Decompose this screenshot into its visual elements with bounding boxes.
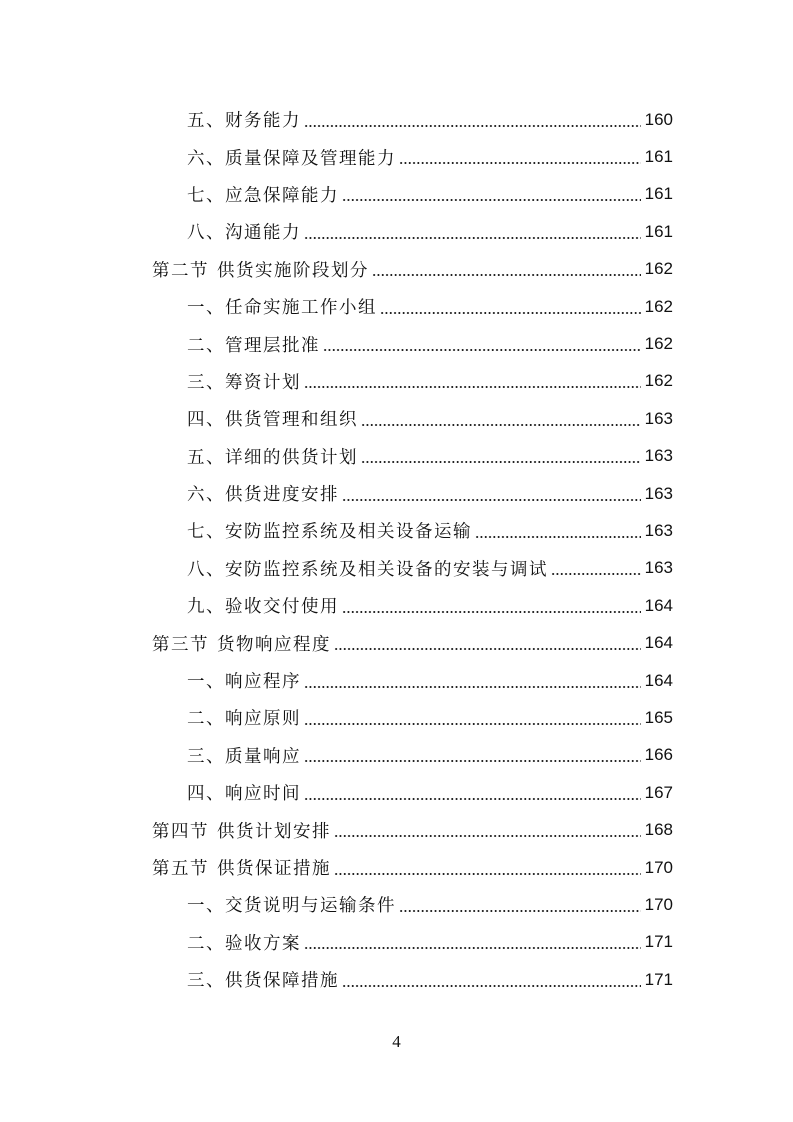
toc-subsection-entry[interactable] <box>0 924 793 961</box>
toc-entry-title: 供货保障措施 <box>225 971 339 992</box>
toc-entry-label <box>187 369 301 394</box>
toc-entry-prefix: 第五节 <box>152 859 209 879</box>
toc-entry-label <box>187 406 358 431</box>
toc-entry-title: 应急保障能力 <box>225 185 339 206</box>
toc-entry-title: 财务能力 <box>225 111 301 132</box>
page-number: 4 <box>392 1032 401 1051</box>
toc-dot-leader <box>342 979 641 993</box>
toc-entry-prefix: 一、 <box>187 672 225 693</box>
toc-entry-label <box>187 743 301 768</box>
toc-entry-label <box>187 107 301 132</box>
toc-entry-label <box>187 668 301 693</box>
toc-subsection-entry[interactable] <box>0 213 793 250</box>
toc-entry-prefix: 二、 <box>187 335 225 356</box>
toc-entry-title: 供货进度安排 <box>225 485 339 506</box>
toc-entry-prefix: 第四节 <box>152 821 209 842</box>
toc-entry-page: 163 <box>644 558 673 578</box>
toc-entry-page: 165 <box>644 707 673 727</box>
toc-dot-leader <box>304 231 641 245</box>
toc-entry-title: 货物响应程度 <box>217 634 331 655</box>
toc-dot-leader <box>380 306 641 320</box>
toc-entry-label <box>187 556 548 581</box>
toc-entry-page: 161 <box>644 147 673 167</box>
toc-entry-title: 安防监控系统及相关设备的安装与调试 <box>225 559 548 580</box>
toc-entry-page: 160 <box>644 109 673 129</box>
toc-entry-title: 安防监控系统及相关设备运输 <box>225 522 472 543</box>
toc-entry-label <box>152 855 331 880</box>
toc-entry-prefix: 二、 <box>187 933 225 954</box>
toc-dot-leader <box>304 119 641 133</box>
toc-entry-title: 管理层批准 <box>225 335 320 356</box>
toc-entry-page: 163 <box>644 483 673 503</box>
toc-entry-title: 响应原则 <box>225 709 301 730</box>
toc-subsection-entry[interactable] <box>0 288 793 325</box>
toc-subsection-entry[interactable] <box>0 699 793 736</box>
toc-entry-prefix: 八、 <box>187 223 225 244</box>
toc-subsection-entry[interactable] <box>0 325 793 362</box>
toc-subsection-entry[interactable] <box>0 737 793 774</box>
toc-dot-leader <box>304 680 641 694</box>
toc-dot-leader <box>334 642 641 656</box>
toc-subsection-entry[interactable] <box>0 176 793 213</box>
toc-entry-page: 164 <box>644 595 673 615</box>
toc-entry-page: 163 <box>644 520 673 540</box>
toc-entry-title: 详细的供货计划 <box>225 447 358 468</box>
toc-entry-label <box>187 780 301 805</box>
toc-entry-prefix: 八、 <box>187 559 225 580</box>
toc-entry-title: 验收交付使用 <box>225 597 339 618</box>
table-of-contents <box>0 101 793 998</box>
toc-dot-leader <box>304 380 641 394</box>
toc-dot-leader <box>304 754 641 768</box>
toc-entry-title: 筹资计划 <box>225 372 301 393</box>
toc-subsection-entry[interactable] <box>0 886 793 923</box>
toc-entry-label <box>187 219 301 244</box>
toc-subsection-entry[interactable] <box>0 400 793 437</box>
toc-entry-page: 171 <box>644 932 673 952</box>
toc-dot-leader <box>334 867 641 881</box>
toc-subsection-entry[interactable] <box>0 101 793 138</box>
toc-entry-page: 162 <box>644 296 673 316</box>
toc-subsection-entry[interactable] <box>0 363 793 400</box>
toc-entry-label <box>187 332 320 357</box>
toc-entry-label <box>187 967 339 992</box>
toc-entry-title: 质量响应 <box>225 746 301 767</box>
toc-entry-prefix: 七、 <box>187 185 225 206</box>
toc-subsection-entry[interactable] <box>0 438 793 475</box>
toc-entry-page: 166 <box>644 745 673 765</box>
toc-entry-title: 供货管理和组织 <box>225 410 358 431</box>
toc-dot-leader <box>399 156 641 170</box>
toc-entry-prefix: 五、 <box>187 447 225 468</box>
toc-dot-leader <box>361 418 641 432</box>
toc-dot-leader <box>475 530 641 544</box>
toc-dot-leader <box>304 717 641 731</box>
toc-entry-prefix: 三、 <box>187 372 225 393</box>
toc-entry-label <box>187 182 339 207</box>
toc-entry-page: 163 <box>644 408 673 428</box>
toc-entry-label <box>152 818 331 843</box>
toc-dot-leader <box>372 268 641 282</box>
toc-entry-title: 沟通能力 <box>225 223 301 244</box>
toc-entry-page: 161 <box>644 221 673 241</box>
toc-entry-page: 161 <box>644 184 673 204</box>
toc-entry-prefix: 第二节 <box>152 260 209 281</box>
toc-subsection-entry[interactable] <box>0 662 793 699</box>
toc-dot-leader <box>551 567 641 581</box>
toc-entry-title: 响应程序 <box>225 672 301 693</box>
toc-entry-title: 任命实施工作小组 <box>225 298 377 319</box>
toc-entry-prefix: 四、 <box>187 784 225 805</box>
toc-entry-prefix: 一、 <box>187 298 225 319</box>
toc-entry-title: 响应时间 <box>225 784 301 805</box>
toc-entry-prefix: 二、 <box>187 709 225 730</box>
toc-entry-prefix: 一、 <box>187 896 225 917</box>
toc-entry-label <box>187 892 396 917</box>
toc-entry-label <box>187 593 339 618</box>
toc-dot-leader <box>334 829 641 843</box>
toc-subsection-entry[interactable] <box>0 138 793 175</box>
toc-entry-title: 交货说明与运输条件 <box>225 896 396 917</box>
toc-entry-prefix: 五、 <box>187 111 225 132</box>
toc-entry-page: 168 <box>644 820 673 840</box>
toc-section-entry[interactable] <box>0 251 793 288</box>
toc-entry-page: 164 <box>644 633 673 653</box>
toc-dot-leader <box>342 605 641 619</box>
toc-entry-page: 162 <box>644 371 673 391</box>
toc-subsection-entry[interactable] <box>0 587 793 624</box>
toc-entry-page: 170 <box>644 857 673 877</box>
toc-subsection-entry[interactable] <box>0 550 793 587</box>
toc-entry-label <box>187 444 358 469</box>
toc-entry-prefix: 四、 <box>187 410 225 431</box>
toc-entry-page: 162 <box>644 334 673 354</box>
toc-dot-leader <box>342 493 641 507</box>
toc-entry-label <box>152 631 331 656</box>
toc-entry-title: 供货保证措施 <box>217 859 331 879</box>
toc-entry-label <box>187 145 396 170</box>
toc-entry-page: 167 <box>644 782 673 802</box>
toc-entry-title: 验收方案 <box>225 933 301 954</box>
toc-entry-label <box>187 930 301 955</box>
toc-entry-prefix: 六、 <box>187 485 225 506</box>
toc-dot-leader <box>399 904 641 918</box>
toc-entry-prefix: 三、 <box>187 746 225 767</box>
toc-entry-page: 162 <box>644 259 673 279</box>
toc-entry-page: 170 <box>644 894 673 914</box>
toc-subsection-entry[interactable] <box>0 774 793 811</box>
toc-entry-prefix: 第三节 <box>152 634 209 655</box>
toc-subsection-entry[interactable] <box>0 512 793 549</box>
toc-subsection-entry[interactable] <box>0 961 793 998</box>
toc-entry-label <box>187 294 377 319</box>
toc-entry-page: 171 <box>644 969 673 989</box>
toc-section-entry[interactable] <box>0 849 793 886</box>
toc-dot-leader <box>342 193 641 207</box>
toc-section-entry[interactable] <box>0 624 793 661</box>
toc-dot-leader <box>304 792 641 806</box>
toc-dot-leader <box>361 455 641 469</box>
toc-entry-prefix: 九、 <box>187 597 225 618</box>
toc-entry-page: 164 <box>644 670 673 690</box>
toc-subsection-entry[interactable] <box>0 475 793 512</box>
toc-dot-leader <box>323 343 641 357</box>
toc-dot-leader <box>304 941 641 955</box>
toc-section-entry[interactable] <box>0 811 793 848</box>
toc-entry-prefix: 七、 <box>187 522 225 543</box>
toc-entry-label <box>187 518 472 543</box>
toc-entry-page: 163 <box>644 446 673 466</box>
toc-entry-prefix: 三、 <box>187 971 225 992</box>
toc-entry-label <box>187 705 301 730</box>
toc-entry-title: 质量保障及管理能力 <box>225 148 396 169</box>
toc-entry-prefix: 六、 <box>187 148 225 169</box>
toc-entry-title: 供货实施阶段划分 <box>217 260 369 281</box>
toc-entry-label <box>187 481 339 506</box>
toc-entry-title: 供货计划安排 <box>217 821 331 842</box>
toc-entry-label <box>152 257 369 282</box>
